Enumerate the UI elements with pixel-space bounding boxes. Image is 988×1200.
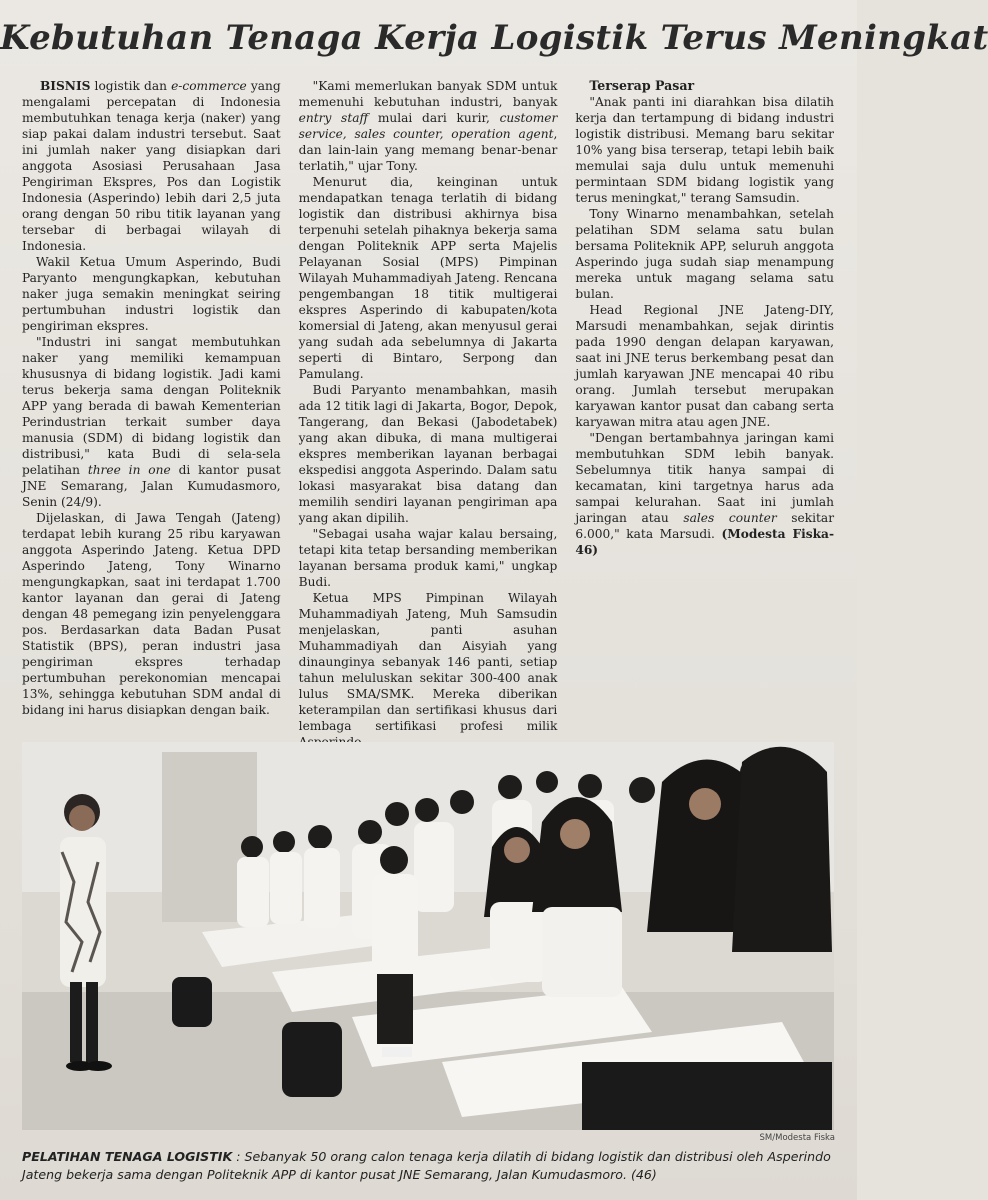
italic-text: sales counter [683, 511, 777, 525]
text: yang mengalami percepatan di Indonesia membutuhkan tenaga kerja (naker) yang siap pakai dalam industri tersebut. Saat ini jumlah naker yang disiapkan dari anggota Asosiasi Perusahaan Jasa Pengiriman Ekspres, Pos dan Logistik Indonesia (Asperindo) lebih dari 2,5 juta orang dengan 50 ribu titik layanan yang tersebar di berbagai wilayah di Indonesia. [22, 79, 281, 253]
article-body [22, 78, 835, 733]
italic-text: customer service, sales counter, operation agent [298, 111, 558, 141]
paragraph: Ketua MPS Pimpinan Wilayah Muhammadiyah Jateng, Muh Samsudin menjelaskan, panti asuhan Muhammadiyah dan Aisyiah yang dinaunginya sebanyak 146 panti, setiap tahun meluluskan sekitar 300-400 anak lulus SMA/SMK. Mereka diberikan keterampilan dan sertifikasi khusus dari lembaga sertifikasi profesi milik [298, 591, 558, 733]
photo-credit: SM/Modesta Fiska [759, 1133, 835, 1143]
subheading: Terserap Pasar [589, 78, 695, 93]
paragraph: Head Regional JNE Jateng-DIY, Marsudi menambahkan, sejak dirintis pada 1990 dengan delapan karyawan, saat ini JNE terus berkembang pesat dan jumlah karyawan JNE mencapai 40 ribu orang. Jumlah tersebut merupakan karyawan kantor pusat dan cabang serta karyawan mitra atau agen JNE. [575, 303, 835, 429]
photo-caption [22, 1148, 834, 1184]
paragraph: Budi Paryanto menambahkan, masih ada 12 titik lagi di Jakarta, Bogor, Depok, Tangerang, dan Bekasi (Jabodetabek) yang akan dibuka, di mana multigerai ekspres memberikan layanan berbagai ekspedisi anggota Asperindo. Dalam satu lokasi masyarakat bisa datang dan memilih sendiri layanan pengiriman apa yang akan dipilih. [298, 383, 558, 525]
paragraph: "Anak panti ini diarahkan bisa dilatih kerja dan tertampung di bidang industri logistik distribusi. Memang baru sekitar 10% yang bisa terserap, tetapi lebih baik memulai saja dulu untuk memenuhi permintaan SDM bidang logistik yang terus meningkat," terang Samsudin. [575, 95, 835, 205]
text: "Kami memerlukan banyak SDM untuk memenuhi kebutuhan industri, banyak [298, 79, 558, 109]
paragraph: Menurut dia, keinginan untuk mendapatkan tenaga terlatih di bidang logistik dan distribusi akhirnya bisa terpenuhi setelah pihaknya bekerja sama dengan Politeknik APP serta Majelis Pelayanan Sosial (MPS) Pimpinan Wilayah Muhammadiyah Jateng. Rencana pengembangan 18 titik multigerai ekspres Asperindo di kabupaten/kota komersial di Jateng, akan menyusul gerai yang sudah ada sebelumnya di Jakarta seperti di Bintaro, Serpong dan Pamulang. [298, 175, 558, 381]
italic-text: entry staff [298, 111, 369, 125]
paragraph: Dijelaskan, di Jawa Tengah (Jateng) terdapat lebih kurang 25 ribu karyawan anggota Asperindo Jateng. Ketua DPD Asperindo Jateng, Tony Winarno mengungkapkan, saat ini terdapat 1.700 kantor layanan dan gerai di Jateng dengan 48 pemegang izin penyelenggara pos. Berdasarkan data Badan Pusat Statistik (BPS), peran industri jasa pengiriman ekspres terhadap pertumbuhan perekonomian mencapai 13%, sehingga kebutuhan SDM andal di bidang ini harus disiapkan dengan baik. [22, 511, 281, 717]
text: , dan lain-lain yang memang benar-benar terlatih," ujar Tony. [298, 127, 558, 173]
column-2 [298, 78, 558, 733]
text: "Industri ini sangat membutuhkan naker yang memiliki kemampuan khususnya di bidang logistik. Jadi kami terus bekerja sama dengan Politeknik APP yang berada di bawah Kementerian Perindustrian terkait sumber daya manusia (SDM) di bidang logistik dan distribusi," kata Budi di sela-sela pelatihan [22, 335, 281, 477]
paragraph [299, 78, 558, 174]
paragraph: Tony Winarno menambahkan, setelah pelatihan SDM selama satu bulan bersama Politeknik APP, seluruh anggota Asperindo juga sudah siap menampung mereka untuk magang selama satu bulan. [575, 207, 835, 301]
column-3 [575, 78, 834, 728]
paragraph: Wakil Ketua Umum Asperindo, Budi Paryanto mengungkapkan, kebutuhan naker juga semakin meningkat seiring pertumbuhan industri logistik dan pengiriman ekspres. [22, 255, 281, 333]
text: di kantor pusat JNE Semarang, Jalan Kumudasmoro, Senin (24/9). [22, 463, 281, 509]
headline: Kebutuhan Tenaga Kerja Logistik Terus Meningkat [0, 18, 988, 58]
paragraph [575, 430, 834, 558]
italic-text: three in one [87, 463, 171, 477]
paragraph [22, 334, 281, 510]
caption-heading: PELATIHAN TENAGA LOGISTIK [22, 1149, 233, 1164]
paragraph: "Sebagai usaha wajar kalau bersaing, tetapi kita tetap bersanding memberikan layanan bersama produk kami," ungkap Budi. [298, 527, 558, 589]
training-room-illustration [22, 742, 834, 1130]
text: "Dengan bertambahnya jaringan kami membutuhkan SDM lebih banyak. Sebelumnya titik hanya sampai di kecamatan, kini targetnya harus ada sampai kelurahan. Saat ini jumlah jaringan atau [575, 431, 835, 525]
text: logistik dan [90, 79, 172, 93]
text: sekitar 6.000," kata Marsudi. [575, 511, 835, 541]
news-photo [22, 742, 834, 1130]
kicker: BISNIS [40, 79, 91, 93]
caption-text: : Sebanyak 50 orang calon tenaga kerja dilatih di bidang logistik dan distribusi oleh Asperindo Jateng bekerja sama dengan Politeknik APP di kantor pusat JNE Semarang, Jalan Kumudasmoro. (46) [22, 1149, 831, 1182]
byline: (Modesta Fiska-46) [575, 527, 835, 557]
text: mulai dari kurir, [368, 111, 500, 125]
column-1 [22, 78, 281, 728]
italic-text: e-commerce [171, 79, 247, 93]
paragraph [22, 78, 281, 254]
